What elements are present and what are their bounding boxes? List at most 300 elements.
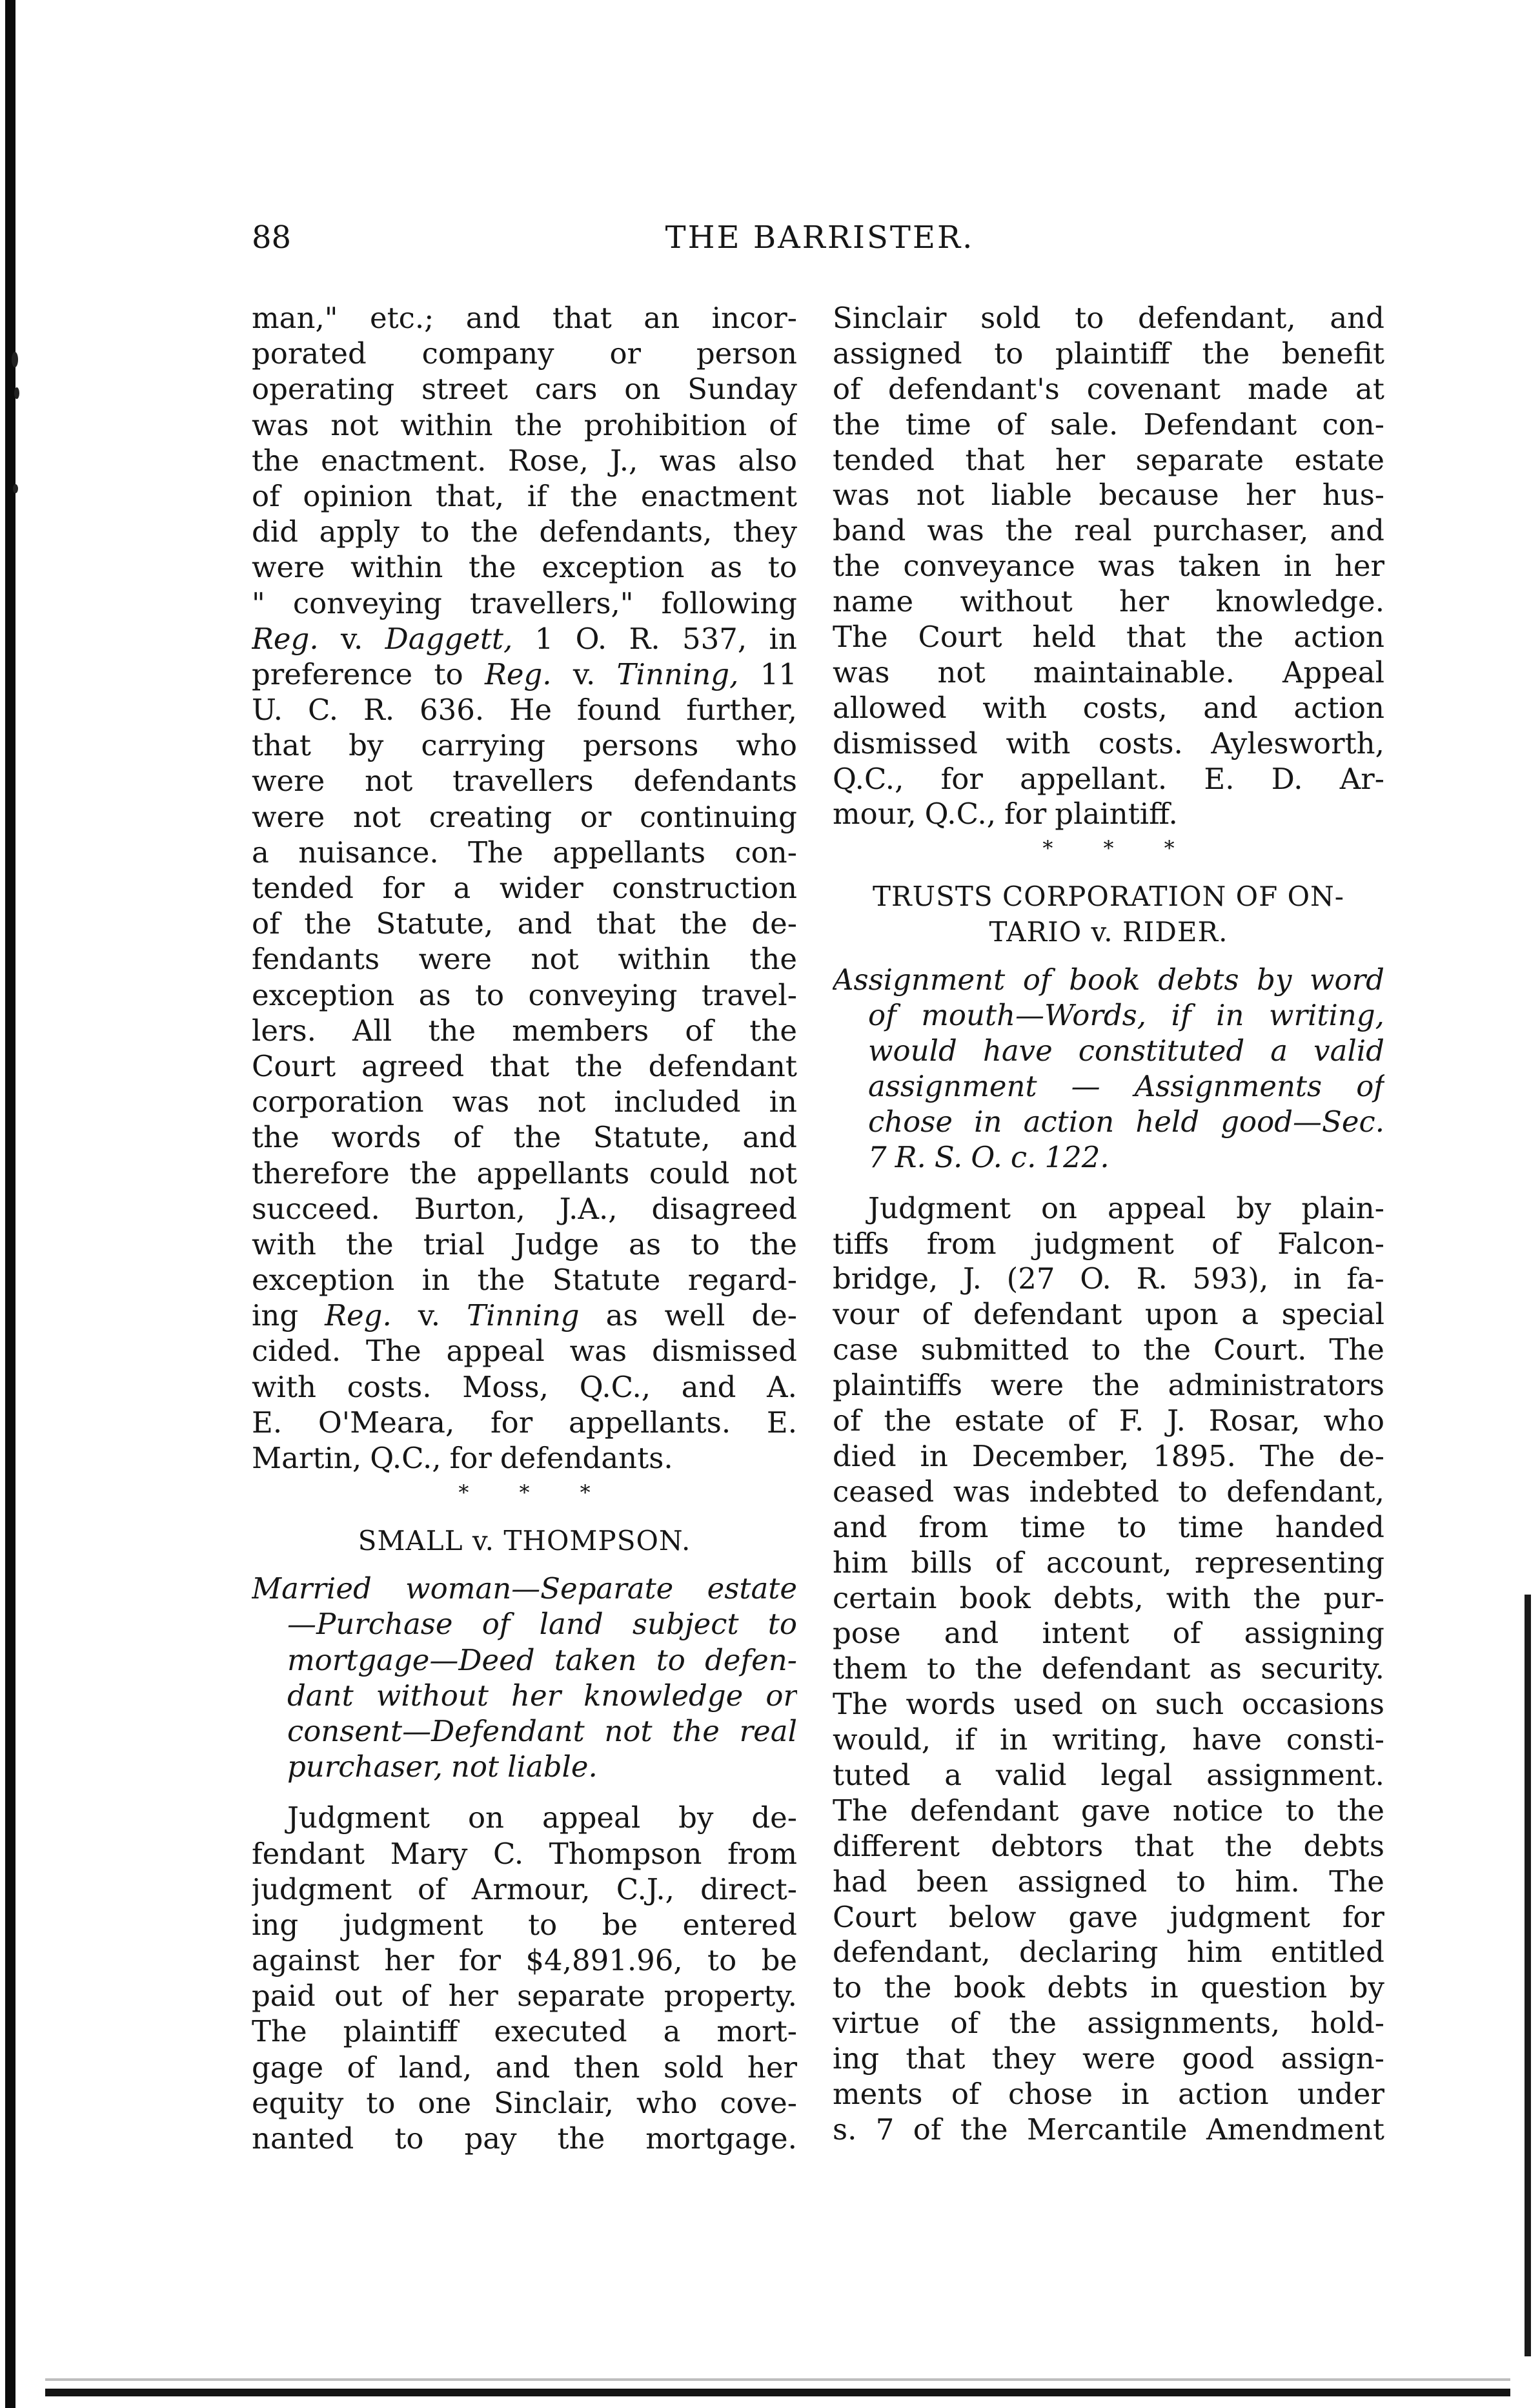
word: appeal (1107, 1193, 1206, 1225)
text-line (833, 799, 1384, 835)
word: the (1224, 1831, 1273, 1863)
italic-word: Reg. (484, 659, 552, 691)
word: enactment (640, 481, 797, 513)
word: preference (252, 659, 413, 691)
word: they (991, 2044, 1056, 2076)
word: therefore (252, 1158, 390, 1190)
word: Q.C., (833, 764, 904, 796)
word: Sinclair, (494, 2088, 614, 2120)
word: The (468, 837, 523, 870)
word: plain- (1301, 1193, 1384, 1225)
word: executed (494, 2017, 627, 2049)
text-line (833, 1406, 1384, 1442)
word: assign- (1281, 2044, 1384, 2076)
word: not (365, 766, 413, 799)
word: that (906, 2044, 966, 2076)
headnote-line (833, 1001, 1384, 1036)
word: the (557, 2124, 605, 2156)
word: plaintiffs (833, 1371, 962, 1403)
word: 11 (760, 659, 797, 691)
word: to (1285, 1795, 1315, 1828)
word: R. (629, 624, 660, 656)
text-line (833, 303, 1384, 339)
word: not (451, 1752, 500, 1784)
word: that (552, 303, 612, 335)
word: the (833, 409, 880, 442)
word: her (448, 1981, 498, 2014)
text-line (833, 1194, 1384, 1229)
word: to (420, 517, 450, 549)
word: Armour, (471, 1874, 591, 1906)
italic-word: Daggett, (385, 624, 513, 656)
word: Appeal (1282, 657, 1384, 689)
word: the (884, 1406, 932, 1438)
text-line (833, 658, 1384, 693)
word: also (738, 445, 797, 478)
word: in (1150, 1973, 1179, 2005)
word: estate (955, 1406, 1045, 1438)
word: on (1100, 1689, 1137, 1722)
word: assigned (1017, 1866, 1148, 1899)
word: to (767, 553, 797, 585)
text-line (252, 873, 797, 909)
text-line (252, 1946, 797, 1981)
word: direct- (700, 1874, 797, 1906)
page-number: 88 (252, 219, 292, 256)
word: to (474, 980, 505, 1012)
word: The (366, 1336, 421, 1369)
text-line (252, 1087, 797, 1123)
word: representing (1194, 1547, 1384, 1580)
word: v. (572, 659, 596, 691)
text-line (833, 693, 1384, 729)
word: J.A., (559, 1194, 618, 1226)
word: 1895. (1153, 1441, 1236, 1473)
word: the (409, 1158, 457, 1190)
text-line (833, 764, 1384, 800)
word: fendant (252, 1839, 365, 1871)
text-line (833, 1584, 1384, 1619)
word: tended (833, 445, 935, 477)
word: travellers (452, 766, 594, 799)
word: found (576, 695, 662, 728)
word: mortgage. (645, 2124, 797, 2156)
word: in (1293, 1264, 1322, 1296)
word: of (868, 1001, 897, 1033)
word: virtue (833, 2008, 920, 2041)
word: words (906, 1689, 996, 1722)
word: judgment (1170, 1902, 1310, 1934)
word: defendant (973, 1300, 1122, 1332)
text-line (833, 1903, 1384, 1938)
word: judgment (343, 1910, 483, 1942)
word: her (1119, 587, 1170, 619)
word: ceased (833, 1476, 935, 1509)
word: the (1337, 1795, 1384, 1828)
word: of (1211, 1229, 1240, 1261)
word: The (1329, 1335, 1384, 1367)
word: were (990, 1371, 1064, 1403)
word: Q.C., (579, 1372, 651, 1404)
word: chose (1008, 2079, 1093, 2111)
word: her (1055, 445, 1106, 477)
text-line (252, 766, 797, 802)
word: Sunday (687, 374, 797, 407)
word: that (1134, 1831, 1194, 1863)
word: defendant, (1226, 1476, 1384, 1509)
word: the (749, 1229, 797, 1261)
word: occasions (1241, 1689, 1384, 1722)
word: book (953, 1973, 1026, 2005)
word: the (960, 2114, 1008, 2147)
word: and (833, 1512, 887, 1544)
word: Statute, (593, 1123, 711, 1155)
word: as (710, 553, 743, 585)
case-title-line-2: TARIO v. RIDER. (989, 916, 1228, 948)
word: judgment (252, 1874, 392, 1906)
word: O. (1080, 1264, 1111, 1296)
word: The (833, 1689, 888, 1722)
word: with (252, 1372, 316, 1404)
word: equity (252, 2088, 344, 2120)
text-line (833, 1371, 1384, 1406)
text-line (833, 1477, 1384, 1513)
word: an (643, 303, 680, 335)
word: sold (980, 303, 1041, 335)
word: the (1092, 1371, 1140, 1403)
word: and (465, 303, 521, 335)
word: trial (423, 1229, 485, 1261)
word: appellants. (568, 1407, 731, 1440)
word: could (649, 1158, 730, 1190)
word: Moss, (462, 1372, 549, 1404)
word: con- (735, 837, 797, 870)
word: within (618, 944, 711, 977)
word: of (252, 909, 280, 941)
word: of (950, 2008, 979, 2041)
word: of (1172, 1618, 1201, 1651)
word: s. (833, 2114, 857, 2147)
word: Judgment (868, 1193, 1011, 1225)
word: debtors (991, 1831, 1104, 1863)
text-line (833, 1725, 1384, 1760)
text-line (252, 2053, 797, 2088)
left-body-top (252, 303, 797, 1479)
word: action (1293, 622, 1384, 655)
word: was (833, 657, 890, 689)
word: C. (307, 695, 339, 728)
word: Assignment (833, 965, 1006, 997)
word: R. (1136, 1264, 1168, 1296)
text-line (252, 731, 797, 766)
word: well (664, 1301, 725, 1333)
headnote-line (833, 1107, 1384, 1143)
word: to (691, 1229, 720, 1261)
word: ing (252, 1301, 299, 1333)
word: exception (542, 553, 685, 585)
headnote-line (252, 1752, 797, 1788)
word: did (252, 517, 299, 549)
page-header (252, 219, 1388, 265)
text-line (833, 1796, 1384, 1832)
word: to (707, 1946, 737, 1978)
word: not (330, 410, 379, 442)
word: indebted (1029, 1476, 1159, 1509)
word: to (994, 338, 1024, 371)
word: the (1202, 338, 1250, 371)
word: December, (971, 1441, 1130, 1473)
word: Thompson (549, 1839, 702, 1871)
word: made (1248, 374, 1328, 406)
word: of (453, 1123, 481, 1155)
word: action (1023, 1107, 1115, 1139)
word: prohibition (583, 410, 747, 442)
text-line (252, 2017, 797, 2052)
text-line (833, 1618, 1384, 1654)
text-line (252, 944, 797, 980)
word: of (913, 2114, 942, 2147)
text-line (252, 838, 797, 873)
word: 122. (1044, 1142, 1109, 1174)
word: bills (911, 1547, 973, 1580)
word: and (495, 2052, 551, 2085)
word: real (739, 1716, 797, 1748)
word: the (252, 1123, 299, 1155)
word: appellants (552, 837, 706, 870)
scan-speck (14, 387, 19, 399)
word: D. (1271, 764, 1303, 796)
right-column (833, 303, 1384, 2150)
word: to (394, 2124, 424, 2156)
word: as (1209, 1654, 1242, 1686)
text-line (252, 624, 797, 660)
word: within (400, 410, 493, 442)
word: J. (1167, 1406, 1186, 1438)
word: The (252, 2017, 307, 2049)
word: J., (610, 445, 638, 478)
word: been (917, 1866, 989, 1899)
word: agreed (361, 1051, 465, 1083)
word: covenant (1086, 374, 1221, 406)
word: him. (1235, 1866, 1300, 1899)
word: was (927, 516, 984, 548)
word: a (453, 873, 471, 905)
word: that (252, 731, 311, 763)
word: man," (252, 303, 338, 335)
word: question (1201, 1973, 1328, 2005)
word: had (833, 1866, 887, 1899)
word: entitled (1270, 1937, 1384, 1970)
text-line (833, 374, 1384, 410)
scan-edge-bottom (45, 2389, 1510, 2396)
word: with (982, 693, 1048, 725)
word: him (833, 1547, 889, 1580)
word: — (1071, 1072, 1100, 1104)
word: writing, (1052, 1725, 1168, 1757)
word: opinion (303, 481, 413, 513)
text-line (252, 517, 797, 553)
word: costs, (1082, 693, 1168, 725)
word: in (769, 1087, 797, 1119)
text-line (252, 589, 797, 624)
word: for (1342, 1902, 1384, 1934)
word: of (1068, 1406, 1096, 1438)
word: Rosar, (1208, 1406, 1301, 1438)
text-line (252, 303, 797, 339)
text-line (833, 1973, 1384, 2008)
text-line (252, 1016, 797, 1052)
word: debts (1158, 965, 1239, 997)
word: entered (682, 1910, 797, 1942)
word: the (514, 410, 563, 442)
word: in (421, 1265, 451, 1298)
word: to (1176, 1866, 1206, 1899)
text-line (252, 1301, 797, 1336)
word: and (944, 1618, 999, 1651)
word: persons (583, 731, 699, 763)
italic-word: Tinning, (616, 659, 739, 691)
word: Martin, (252, 1444, 362, 1475)
word: not (531, 944, 579, 977)
word: street (421, 374, 508, 407)
word: de- (751, 1803, 797, 1835)
text-line (252, 1408, 797, 1444)
word: with (252, 1229, 316, 1261)
headnote-line (252, 1609, 797, 1645)
word: without (960, 587, 1073, 619)
word: in (920, 1441, 948, 1473)
word: J. (963, 1264, 982, 1296)
word: mortgage—Deed (287, 1645, 535, 1677)
word: from (727, 1839, 797, 1871)
word: who (1323, 1406, 1384, 1438)
word: submitted (920, 1335, 1069, 1367)
word: defendant (648, 1051, 797, 1083)
word: maintainable. (1033, 657, 1235, 689)
word: words (331, 1123, 421, 1155)
word: Aylesworth, (1211, 728, 1384, 760)
word: book (959, 1583, 1031, 1615)
word: for (940, 764, 983, 796)
word: of (1022, 965, 1051, 997)
word: costs. (347, 1372, 432, 1404)
word: assigned (833, 338, 962, 371)
text-line (833, 1300, 1384, 1335)
word: have (1192, 1725, 1262, 1757)
word: succeed. (252, 1194, 380, 1226)
headnote-line (833, 1143, 1384, 1178)
word: exception (252, 1265, 395, 1298)
word: by (1257, 965, 1292, 997)
word: the (428, 1015, 476, 1048)
word: Assignments (1134, 1072, 1322, 1104)
word: the (471, 517, 518, 549)
headnote-line (252, 1717, 797, 1752)
word: Sinclair (833, 303, 947, 335)
headnote (833, 965, 1384, 1178)
text-line (252, 411, 797, 446)
word: the (570, 481, 618, 513)
word: they (733, 517, 797, 549)
word: against (252, 1946, 360, 1978)
word: Q.C., (924, 799, 997, 832)
word: paid (252, 1981, 316, 2014)
word: from (918, 1512, 989, 1544)
word: gave (1068, 1902, 1139, 1934)
word: was (252, 410, 309, 442)
word: by (1349, 1973, 1384, 2005)
word: handed (1275, 1512, 1384, 1544)
text-line (833, 1937, 1384, 1973)
word: was (659, 445, 717, 478)
text-line (833, 1335, 1384, 1371)
word: etc.; (369, 303, 434, 335)
word: construction (612, 873, 797, 905)
word: the (1009, 2008, 1057, 2041)
word: mouth—Words, (921, 1001, 1147, 1033)
word: or (580, 802, 612, 834)
text-line (833, 1832, 1384, 1867)
word: continuing (640, 802, 797, 834)
headnote-line (833, 1036, 1384, 1072)
left-body-bottom (252, 1803, 797, 2159)
word: would, (833, 1725, 931, 1757)
scan-edge-right (1525, 1595, 1531, 2356)
word: of (685, 1015, 714, 1048)
word: not (749, 1158, 797, 1190)
word: a (1270, 1036, 1288, 1068)
text-line (833, 2008, 1384, 2044)
section-separator: * * * (458, 1480, 613, 1505)
word: good (1182, 2044, 1255, 2076)
word: died (833, 1441, 897, 1473)
word: debts (1303, 1831, 1384, 1863)
text-line (252, 482, 797, 517)
word: the (477, 1265, 525, 1298)
text-line (252, 695, 797, 731)
word: of (833, 374, 861, 406)
word: the (574, 1051, 623, 1083)
word: debts (1047, 1973, 1128, 2005)
word: bridge, (833, 1264, 938, 1296)
word: were (252, 553, 325, 585)
word: sold (663, 2052, 724, 2085)
word: v. (340, 624, 363, 656)
word: was (833, 480, 890, 513)
text-line (252, 1123, 797, 1158)
word: that (490, 1051, 550, 1083)
word: costs. (1098, 728, 1183, 760)
word: the (680, 909, 727, 941)
word: hold- (1310, 2008, 1384, 2041)
word: ments (833, 2079, 923, 2111)
word: out (334, 1981, 383, 2014)
word: name (833, 587, 914, 619)
word: Falcon- (1277, 1229, 1384, 1261)
word: one (418, 2088, 472, 2120)
word: time (905, 409, 971, 442)
word: for (449, 1444, 492, 1475)
word: purchaser, (287, 1752, 443, 1784)
word: Ar- (1339, 764, 1384, 796)
word: a (663, 2017, 681, 2049)
word: Court (833, 1902, 917, 1934)
text-line (252, 2088, 797, 2124)
case-title-line-1: TRUSTS CORPORATION OF ON- (873, 881, 1344, 913)
word: on (624, 374, 661, 407)
word: creating (429, 802, 552, 834)
word: property. (664, 1981, 797, 2014)
